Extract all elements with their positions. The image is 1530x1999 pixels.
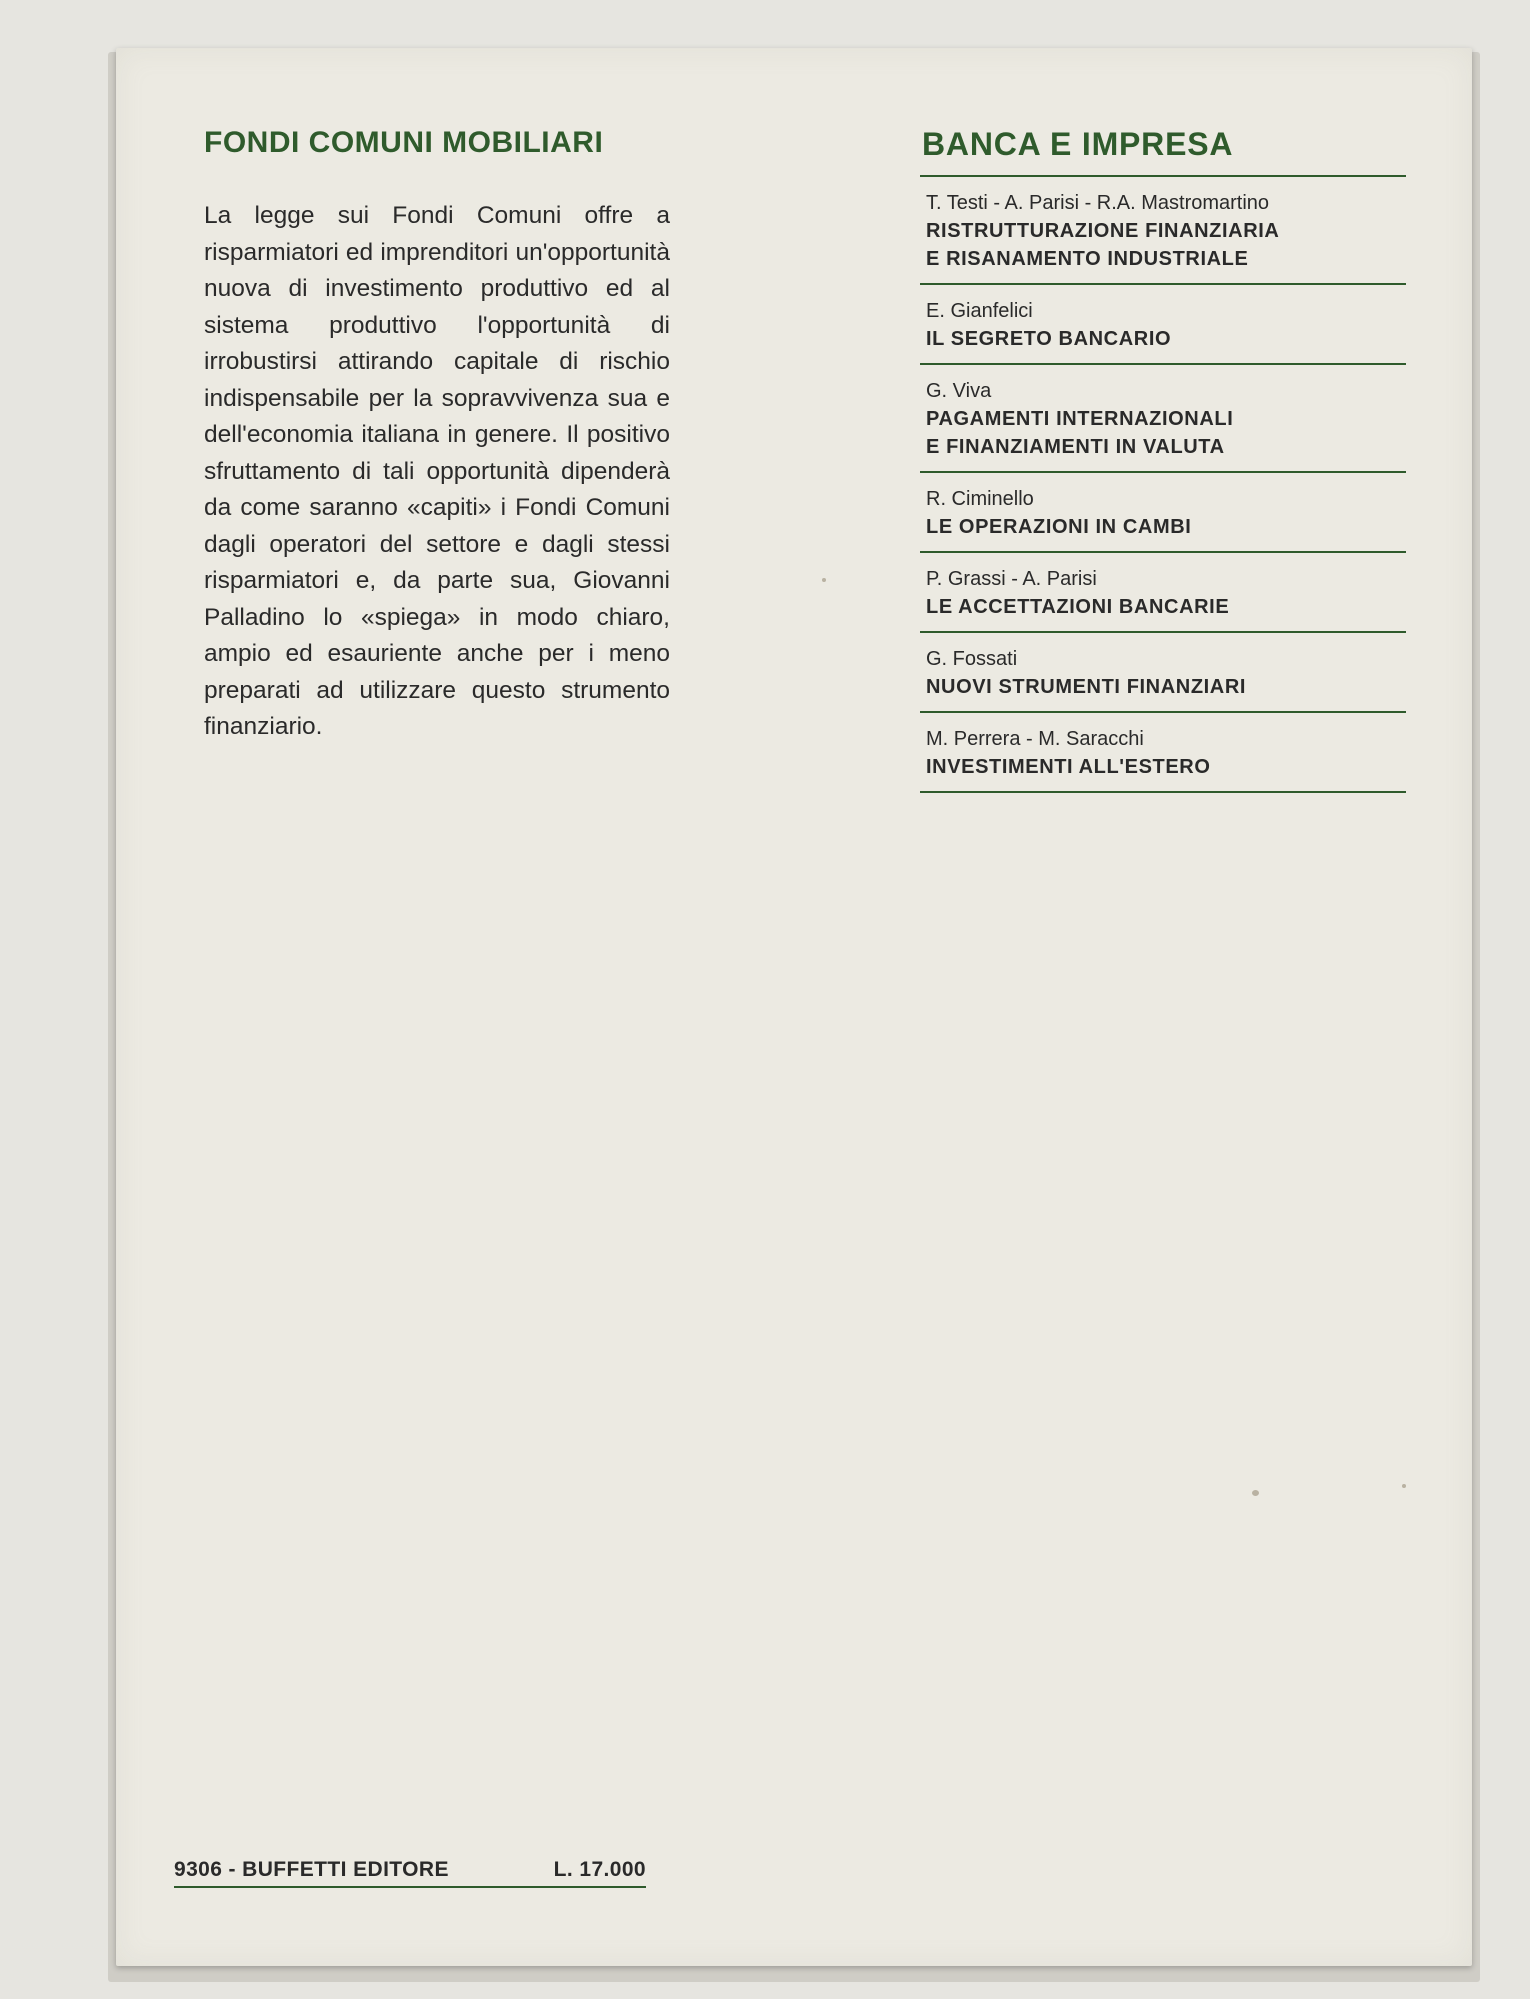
series-entry — [920, 553, 1406, 633]
entry-author: R. Ciminello — [926, 488, 1034, 510]
series-entry — [920, 713, 1406, 793]
series-list-section — [920, 126, 1406, 793]
publisher-line: 9306 - BUFFETTI EDITORE — [174, 1858, 449, 1881]
paper-speck — [822, 578, 826, 582]
series-entry — [920, 633, 1406, 713]
book-title: FONDI COMUNI MOBILIARI — [204, 126, 604, 159]
paper-speck — [1252, 1490, 1259, 1496]
entry-author: G. Viva — [926, 380, 992, 402]
description-section — [204, 126, 670, 770]
paper-speck — [1402, 1484, 1406, 1488]
entry-title: NUOVI STRUMENTI FINANZIARI — [926, 676, 1247, 698]
entry-author: G. Fossati — [926, 648, 1018, 670]
entry-title: RISTRUTTURAZIONE FINANZIARIA E RISANAMENTO INDUSTRIALE — [926, 220, 1280, 270]
entry-author: T. Testi - A. Parisi - R.A. Mastromartino — [926, 192, 1270, 214]
book-description: La legge sui Fondi Comuni offre a risparmiatori ed imprenditori un'opportunità nuova di investimento produttivo ed al sistema produttivo l'opportunità di irrobustirsi attirando capitale di rischio indispensabile per la sopravvivenza sua e dell'economia italiana in genere. Il positivo sfruttamento di tali opportunità dipenderà da come saranno «capiti» i Fondi Comuni dagli operatori del settore e dagli stessi risparmiatori e, da parte sua, Giovanni Palladino lo «spiega» in modo chiaro, ampio ed esauriente anche per i meno preparati ad utilizzare questo strumento finanziario. — [204, 202, 670, 740]
entry-author: P. Grassi - A. Parisi — [926, 568, 1097, 590]
series-entry — [920, 177, 1406, 285]
entry-title: LE ACCETTAZIONI BANCARIE — [926, 596, 1230, 618]
series-entry — [920, 473, 1406, 553]
entry-title: PAGAMENTI INTERNAZIONALI E FINANZIAMENTI IN VALUTA — [926, 408, 1234, 458]
series-entry — [920, 285, 1406, 365]
series-title: BANCA E IMPRESA — [922, 126, 1234, 162]
series-entry — [920, 365, 1406, 473]
entry-author: M. Perrera - M. Saracchi — [926, 728, 1144, 750]
entry-title: INVESTIMENTI ALL'ESTERO — [926, 756, 1211, 778]
entry-title: IL SEGRETO BANCARIO — [926, 328, 1172, 350]
price-label: L. 17.000 — [553, 1858, 646, 1881]
publisher-footer — [174, 1858, 646, 1888]
entry-title: LE OPERAZIONI IN CAMBI — [926, 516, 1192, 538]
entry-author: E. Gianfelici — [926, 300, 1033, 322]
book-back-cover — [116, 48, 1472, 1966]
